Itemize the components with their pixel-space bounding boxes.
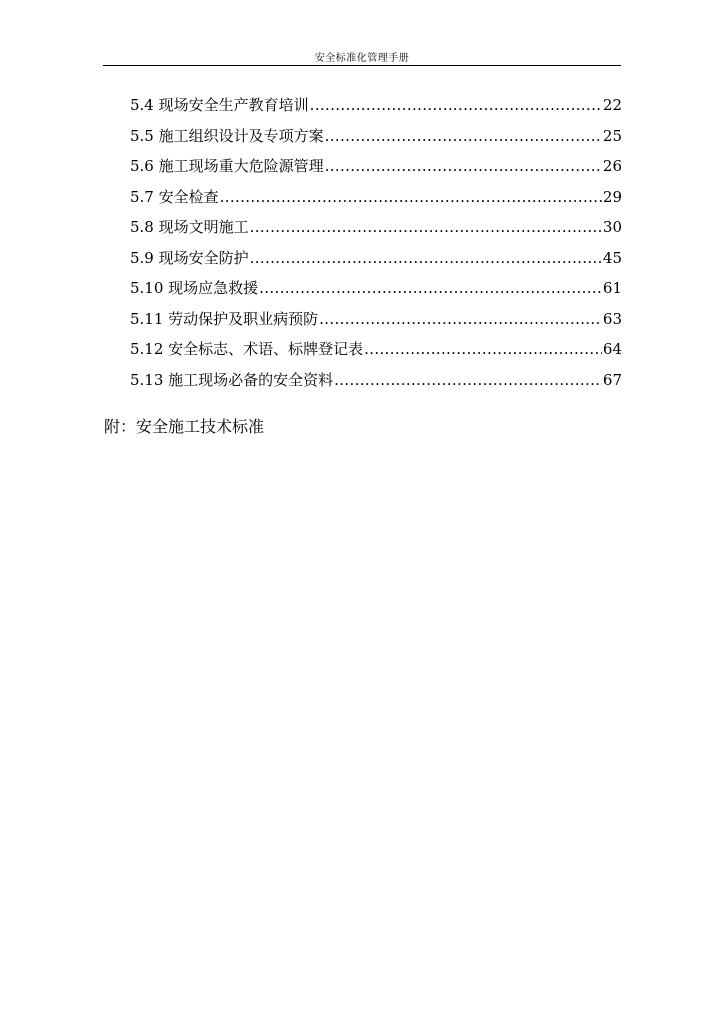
toc-entry-title: 5.9 现场安全防护 <box>130 248 249 267</box>
toc-entry-title: 5.7 安全检查 <box>130 187 219 206</box>
toc-entry-page: 45 <box>602 248 622 267</box>
toc-dot-leader <box>319 310 602 328</box>
header-divider <box>103 65 621 66</box>
toc-dot-leader <box>259 279 602 297</box>
toc-dot-leader <box>325 127 602 145</box>
toc-entry-title: 5.12 安全标志、术语、标牌登记表 <box>130 340 364 358</box>
toc-dot-leader <box>250 218 602 236</box>
toc-dot-leader <box>364 340 602 358</box>
toc-entry-page: 26 <box>602 157 622 175</box>
toc-dot-leader <box>250 249 602 267</box>
toc-entry <box>130 125 622 156</box>
toc-dot-leader <box>310 96 602 114</box>
toc-entry <box>130 216 622 247</box>
toc-entry-page: 22 <box>602 96 622 114</box>
toc-entry <box>130 338 622 369</box>
table-of-contents <box>130 94 622 399</box>
toc-entry <box>130 247 622 278</box>
toc-entry-title: 5.5 施工组织设计及专项方案 <box>130 126 324 145</box>
toc-entry <box>130 155 622 186</box>
toc-entry-page: 64 <box>602 340 622 358</box>
toc-entry-title: 5.4 现场安全生产教育培训 <box>130 96 309 114</box>
toc-entry <box>130 308 622 339</box>
toc-entry-page: 61 <box>602 279 622 297</box>
toc-entry-title: 5.10 现场应急救援 <box>130 279 259 297</box>
toc-dot-leader <box>325 157 602 175</box>
appendix-heading: 附：安全施工技术标准 <box>104 417 265 436</box>
toc-entry-title: 5.6 施工现场重大危险源管理 <box>130 157 324 175</box>
toc-entry <box>130 369 622 400</box>
toc-entry <box>130 277 622 308</box>
toc-entry <box>130 186 622 217</box>
toc-entry-page: 67 <box>602 370 622 389</box>
toc-entry-page: 25 <box>602 126 622 145</box>
toc-entry-page: 30 <box>602 218 622 236</box>
running-header: 安全标准化管理手册 <box>314 53 410 64</box>
toc-entry <box>130 94 622 125</box>
toc-entry-title: 5.13 施工现场必备的安全资料 <box>130 370 334 389</box>
toc-dot-leader <box>220 188 602 206</box>
toc-entry-title: 5.11 劳动保护及职业病预防 <box>130 309 319 328</box>
toc-entry-page: 29 <box>602 187 622 206</box>
toc-entry-title: 5.8 现场文明施工 <box>130 218 249 236</box>
toc-dot-leader <box>334 371 602 389</box>
toc-entry-page: 63 <box>602 309 622 328</box>
